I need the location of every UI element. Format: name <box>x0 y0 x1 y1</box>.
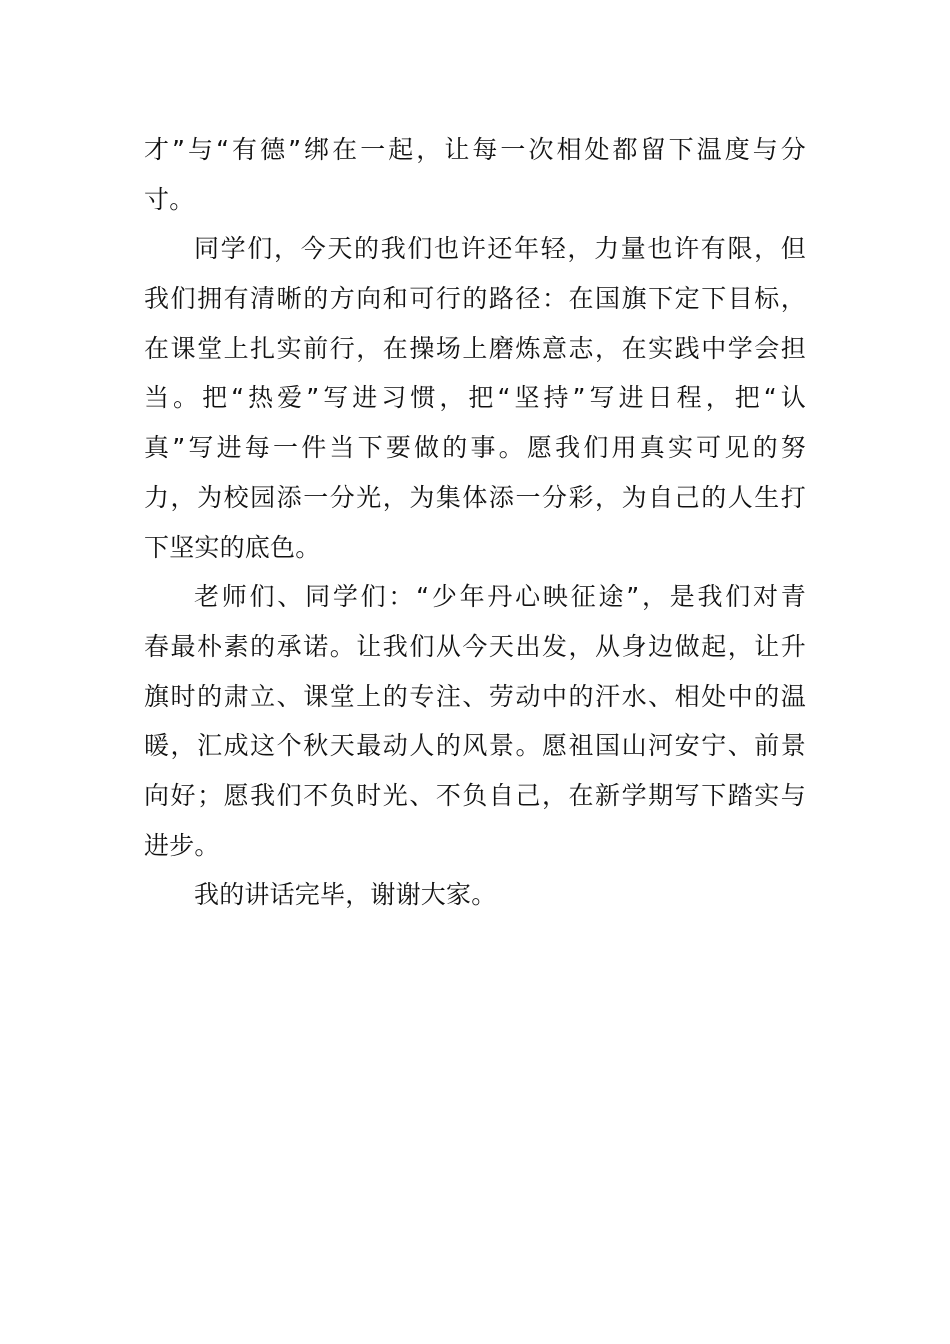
paragraph-line: 当。把“热爱”写进习惯，把“坚持”写进日程，把“认 <box>144 383 806 413</box>
closing-line: 我的讲话完毕，谢谢大家。 <box>194 880 497 910</box>
paragraph-line: 寸。 <box>144 184 195 214</box>
paragraph-line: 我们拥有清晰的方向和可行的路径：在国旗下定下目标， <box>144 284 806 314</box>
paragraph-line: 真”写进每一件当下要做的事。愿我们用真实可见的努 <box>144 433 806 463</box>
paragraph-line: 同学们，今天的我们也许还年轻，力量也许有限，但 <box>194 234 806 264</box>
paragraph-line: 旗时的肃立、课堂上的专注、劳动中的汗水、相处中的温 <box>144 681 806 711</box>
paragraph-line: 老师们、同学们：“少年丹心映征途”，是我们对青 <box>194 582 806 612</box>
paragraph-line: 才”与“有德”绑在一起，让每一次相处都留下温度与分 <box>144 135 806 164</box>
paragraph-line: 力，为校园添一分光，为集体添一分彩，为自己的人生打 <box>144 482 806 512</box>
paragraph-line: 进步。 <box>144 830 220 860</box>
paragraph-line: 在课堂上扎实前行，在操场上磨炼意志，在实践中学会担 <box>144 333 806 363</box>
paragraph-line: 向好；愿我们不负时光、不负自己，在新学期写下踏实与 <box>144 780 806 810</box>
document-body <box>144 125 806 920</box>
paragraph-line: 暖，汇成这个秋天最动人的风景。愿祖国山河安宁、前景 <box>144 731 806 761</box>
paragraph-line: 春最朴素的承诺。让我们从今天出发，从身边做起，让升 <box>144 631 806 661</box>
paragraph-line: 下坚实的底色。 <box>144 532 321 562</box>
